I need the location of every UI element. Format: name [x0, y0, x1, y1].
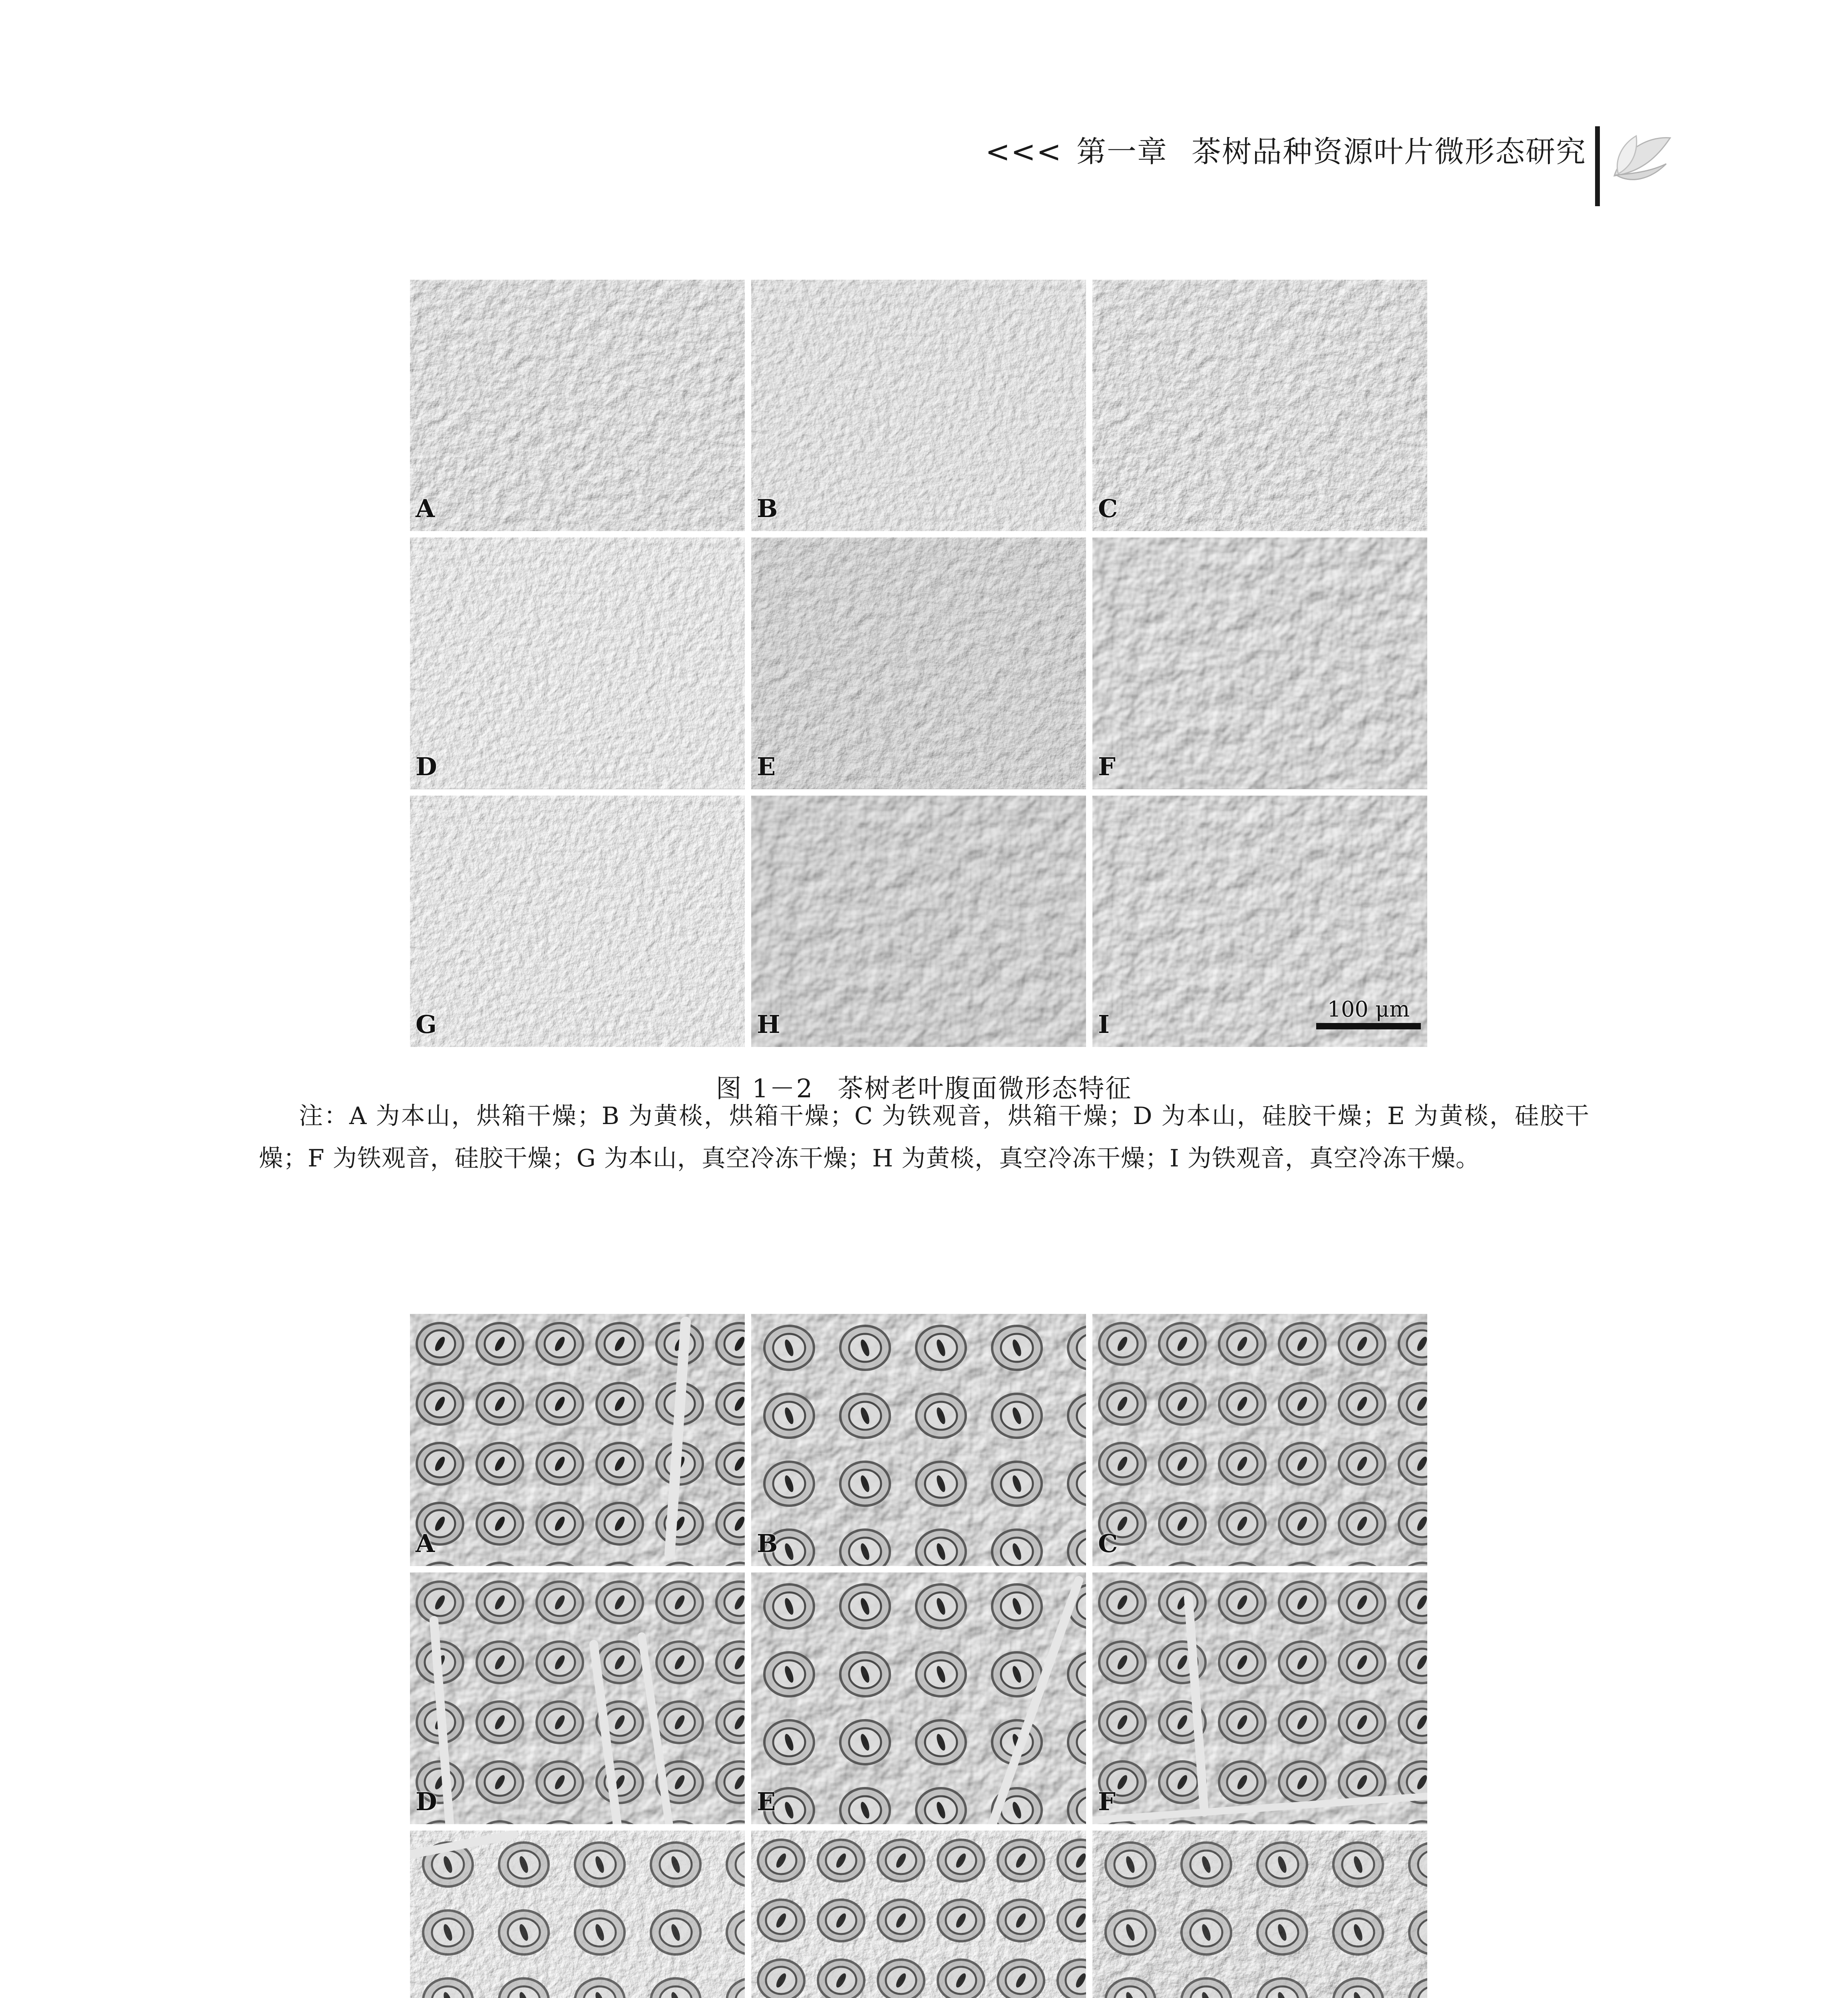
panel-label: I	[1098, 1009, 1110, 1039]
sem-micrograph	[751, 537, 1086, 789]
sem-micrograph	[410, 1572, 745, 1825]
sem-panel-c	[1092, 280, 1427, 531]
sem-micrograph	[410, 280, 745, 531]
figure-1-3-grid	[410, 1314, 1427, 1998]
header-title: 茶树品种资源叶片微形态研究	[1192, 135, 1586, 169]
panel-label: A	[416, 494, 435, 523]
sem-panel-f	[1092, 1572, 1427, 1825]
sem-panel-e	[751, 537, 1086, 789]
figure-1-2-note: 注：A 为本山，烘箱干燥；B 为黄棪，烘箱干燥；C 为铁观音，烘箱干燥；D 为本山，硅胶干燥；E 为黄棪，硅胶干燥；F 为铁观音，硅胶干燥；G 为本山，真空冷冻干燥；H 为黄棪，真空冷冻干燥；I 为铁观音，真空冷冻干燥。	[259, 1102, 1589, 1172]
sem-panel-a	[410, 1314, 745, 1566]
sem-micrograph	[751, 1314, 1086, 1566]
panel-label: B	[757, 1528, 778, 1558]
header-chapter: 第一章	[1076, 135, 1168, 169]
sem-panel-d	[410, 1572, 745, 1825]
panel-label: B	[757, 494, 778, 523]
sem-panel-h	[751, 1831, 1086, 1998]
sem-micrograph	[410, 1314, 745, 1566]
leaf-logo-icon	[1606, 128, 1674, 188]
sem-micrograph	[410, 1831, 745, 1998]
sem-micrograph	[751, 1831, 1086, 1998]
sem-panel-f	[1092, 537, 1427, 789]
panel-label: G	[416, 1009, 437, 1039]
figure-number: 图 1－2	[716, 1074, 814, 1104]
sem-micrograph	[1092, 537, 1427, 789]
panel-label: F	[1098, 1787, 1116, 1817]
running-header	[0, 132, 1586, 172]
sem-panel-a	[410, 280, 745, 531]
sem-micrograph	[410, 537, 745, 789]
panel-label: F	[1098, 752, 1116, 781]
scale-bar-line	[1316, 1023, 1421, 1029]
sem-panel-i	[1092, 1831, 1427, 1998]
sem-micrograph	[1092, 280, 1427, 531]
sem-panel-d	[410, 537, 745, 789]
panel-label: D	[416, 752, 437, 781]
sem-panel-g	[410, 1831, 745, 1998]
sem-micrograph	[1092, 1572, 1427, 1825]
panel-label: H	[757, 1009, 780, 1039]
panel-label: D	[416, 1787, 437, 1817]
header-arrows: <<<	[985, 135, 1062, 169]
sem-panel-e	[751, 1572, 1086, 1825]
sem-micrograph	[1092, 1314, 1427, 1566]
sem-micrograph	[751, 280, 1086, 531]
sem-panel-b	[751, 1314, 1086, 1566]
sem-micrograph	[1092, 1831, 1427, 1998]
panel-label: A	[416, 1528, 435, 1558]
panel-label: E	[757, 1787, 776, 1817]
sem-panel-c	[1092, 1314, 1427, 1566]
figure-1-2-grid	[410, 280, 1427, 1047]
panel-label: C	[1098, 494, 1118, 523]
panel-label: E	[757, 752, 776, 781]
figure-title: 茶树老叶腹面微形态特征	[837, 1074, 1132, 1104]
sem-panel-b	[751, 280, 1086, 531]
scale-bar	[1316, 997, 1421, 1029]
panel-label: C	[1098, 1528, 1118, 1558]
sem-micrograph	[410, 796, 745, 1047]
sem-micrograph	[751, 1572, 1086, 1825]
scale-bar-label: 100 μm	[1327, 996, 1410, 1022]
sem-panel-i	[1092, 796, 1427, 1047]
sem-panel-h	[751, 796, 1086, 1047]
sem-micrograph	[751, 796, 1086, 1047]
header-rule	[1595, 126, 1600, 206]
sem-panel-g	[410, 796, 745, 1047]
